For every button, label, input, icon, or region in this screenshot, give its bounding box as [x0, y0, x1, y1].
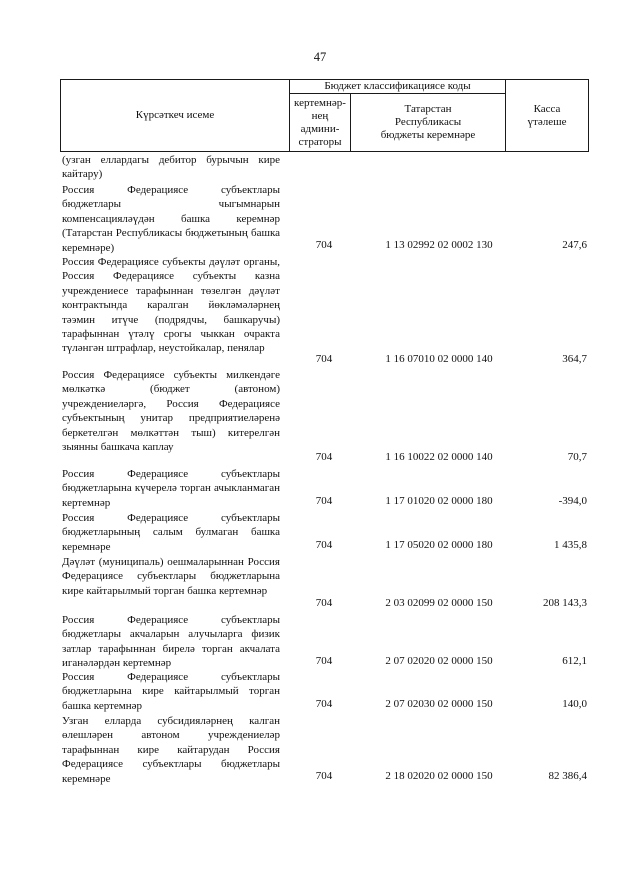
row-cash-value: 82 386,4: [548, 770, 587, 782]
table-header: [60, 79, 589, 152]
row-name: Россия Федерациясе субъектлары бюджетларына кире кайтарылмый торган башка кертемнәр: [62, 671, 280, 712]
row-revenue-code: 2 03 02099 02 0000 150: [385, 597, 493, 609]
row-cash-value: 208 143,3: [543, 597, 587, 609]
row-revenue-code: 1 17 01020 02 0000 180: [385, 495, 493, 507]
row-name: Россия Федерациясе субъекты дәүләт органы, Россия Федерациясе субъекты казна учреждениесе тарафыннан төзелгән дәүләт контрактында каралган йөкләмәләрнең тәэмин итүче (подрядчы, башкаручы) тарафыннан үтәлү срогы чыккан очракта түләнгән штрафлар, неустойкалар, пенялар: [62, 256, 280, 355]
row-admin-code: 704: [315, 353, 333, 365]
row-admin-code: 704: [315, 539, 333, 551]
header-revenue-code-column: Татарстан Республикасы бюджеты керемнәре: [380, 103, 476, 141]
row-revenue-code: 2 18 02020 02 0000 150: [385, 770, 493, 782]
row-cash-value: 140,0: [562, 698, 587, 710]
row-revenue-code: 2 07 02030 02 0000 150: [385, 698, 493, 710]
row-name: Россия Федерациясе субъектлары бюджетларына күчерелә торган ачыкланмаган кертемнәр: [62, 468, 280, 509]
row-admin-code: 704: [315, 239, 333, 251]
row-admin-code: 704: [315, 495, 333, 507]
header-budget-classification: Бюджет классификациясе коды: [324, 80, 471, 92]
row-admin-code: 704: [315, 597, 333, 609]
row-revenue-code: 1 16 07010 02 0000 140: [385, 353, 493, 365]
row-cash-value: 364,7: [562, 353, 587, 365]
row-name: Россия Федерациясе субъекты милкендәге мөлкәткә (бюджет (автоном) учреждениеләргә, Россия Федерациясе субъектының унитар предприятиеләренә беркетелгән мөлкәттән тыш) китерелгән зыянны башкача каплау: [62, 369, 280, 454]
row-admin-code: 704: [315, 770, 333, 782]
row-cash-value: 247,6: [562, 239, 587, 251]
header-cash-execution-column: Касса үтәлеше: [527, 102, 567, 128]
row-name: Россия Федерациясе субъектлары бюджетлары чыгымнарын компенсацияләүдән башка керемнәр (Татарстан Республикасы бюджетының башка керемнәре): [62, 184, 280, 254]
row-admin-code: 704: [315, 451, 333, 463]
row-name: Дәүләт (муниципаль) оешмаларыннан Россия Федерациясе субъектлары бюджетларына кире кайтарылмый торган башка кертемнәр: [62, 556, 280, 597]
row-name: Узган елларда субсидияләрнең калган өлешләрен автоном учреждениеләр тарафыннан кире кайтарудан Россия Федерациясе субъектлары бюджетлары керемнәре: [62, 715, 280, 785]
header-indicator-name: Күрсәткеч исеме: [135, 109, 215, 121]
row-revenue-code: 1 16 10022 02 0000 140: [385, 451, 493, 463]
row-name: Россия Федерациясе субъектлары бюджетлары акчаларын алучыларга физик затлар тарафыннан бирелә торган акчалата иганәләрдән кертемнәр: [62, 614, 280, 670]
row-admin-code: 704: [315, 655, 333, 667]
row-cash-value: 612,1: [562, 655, 587, 667]
header-admin-column: кертемнәр- нең админи- страторы: [294, 96, 346, 148]
row-name: Россия Федерациясе субъектлары бюджетларының салым булмаган башка керемнәре: [62, 512, 280, 553]
row-name: (узган еллардагы дебитор бурычын кире кайтару): [62, 154, 280, 181]
row-cash-value: 1 435,8: [554, 539, 587, 551]
row-admin-code: 704: [315, 698, 333, 710]
row-cash-value: -394,0: [558, 495, 587, 507]
row-revenue-code: 1 13 02992 02 0002 130: [385, 239, 493, 251]
row-revenue-code: 2 07 02020 02 0000 150: [385, 655, 493, 667]
row-revenue-code: 1 17 05020 02 0000 180: [385, 539, 493, 551]
row-cash-value: 70,7: [567, 451, 587, 463]
page-number: 47: [313, 50, 327, 64]
